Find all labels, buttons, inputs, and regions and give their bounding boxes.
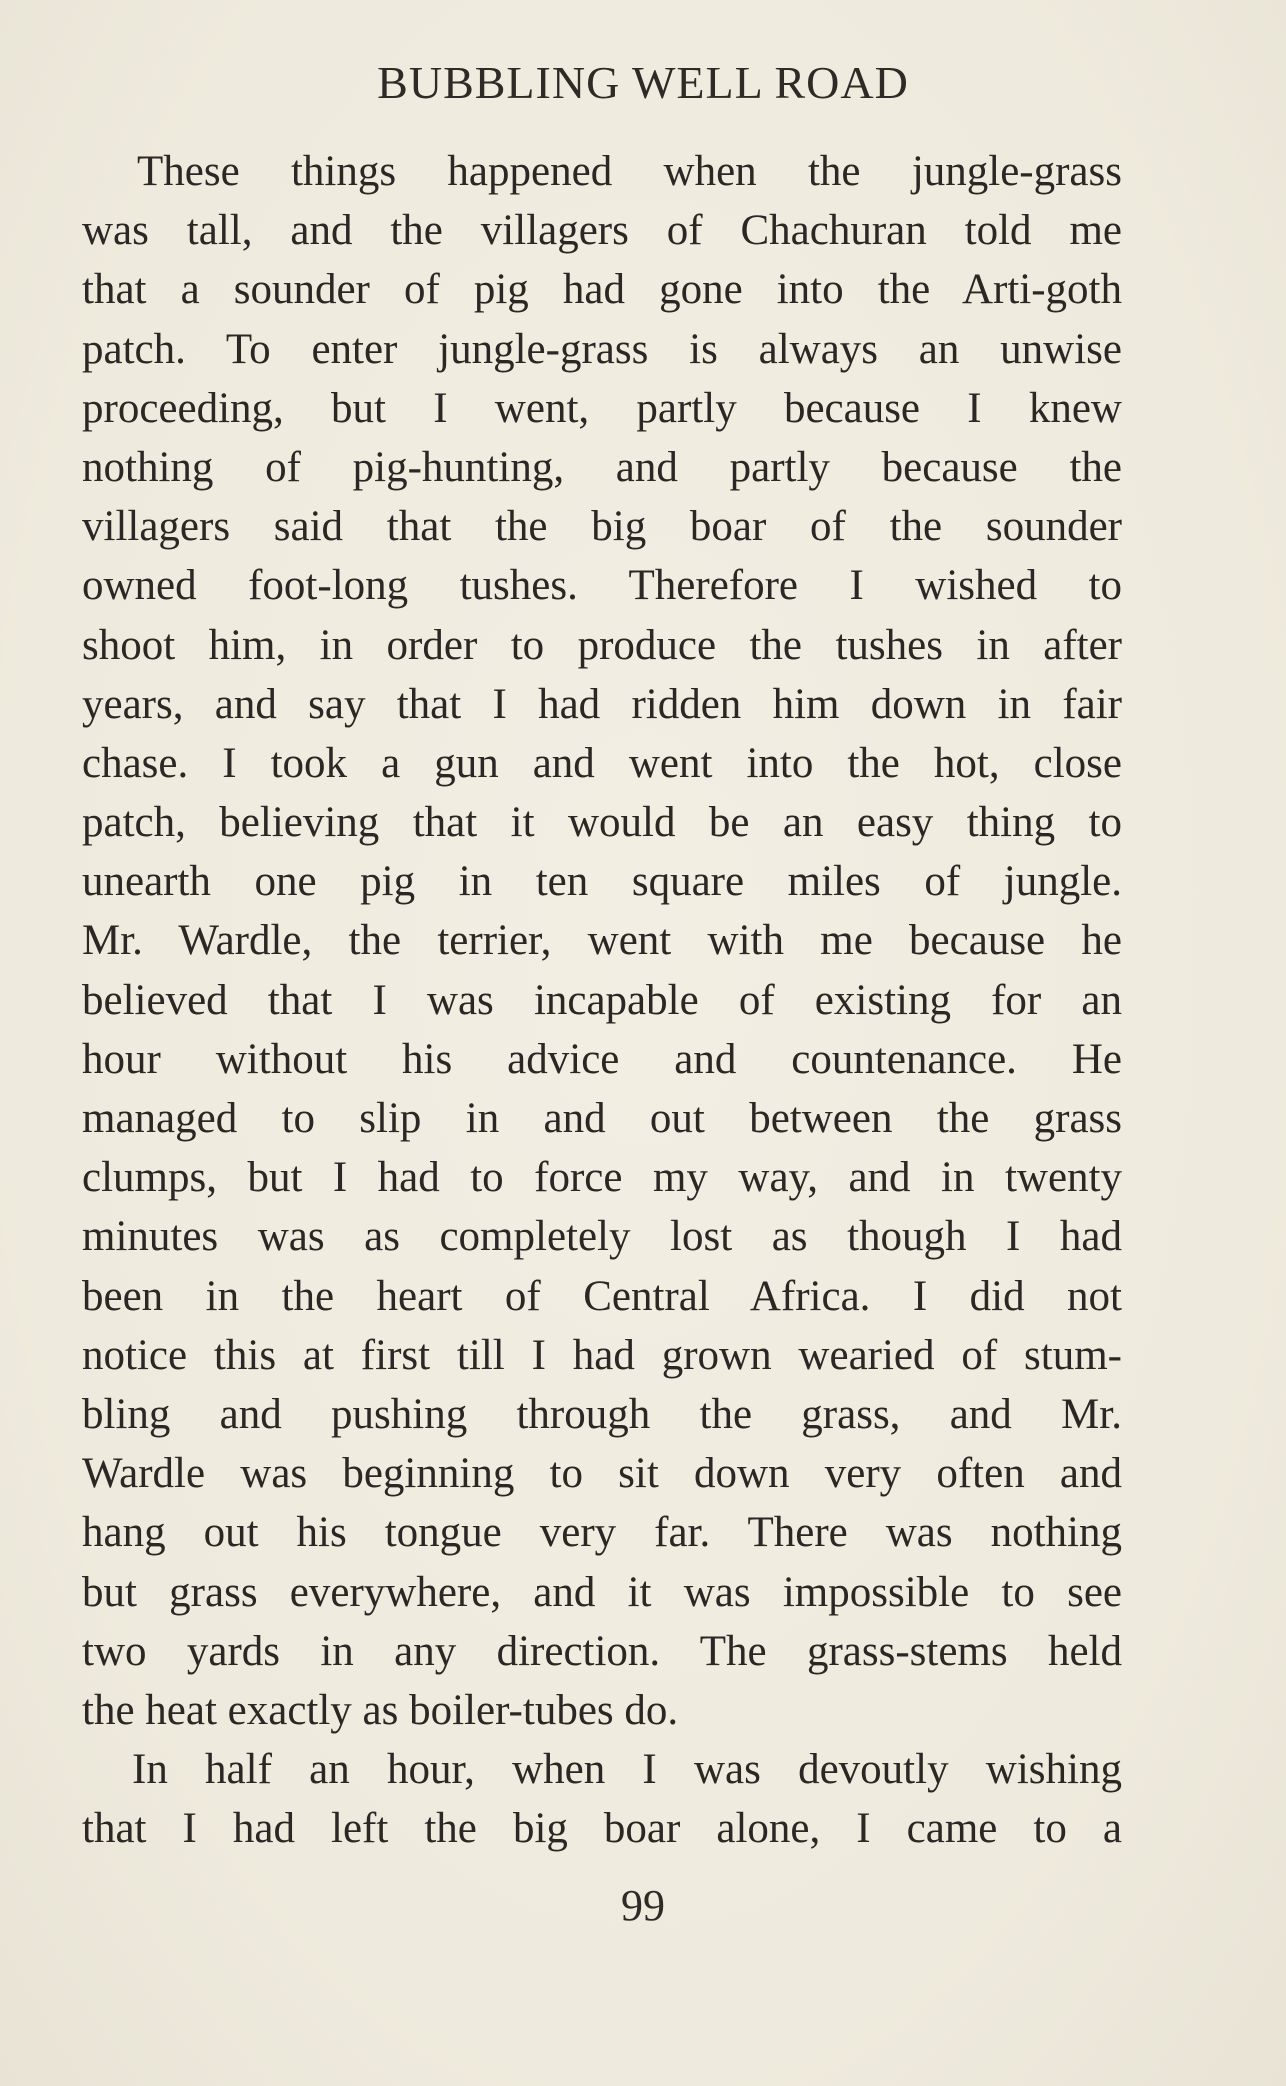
text-line: the heat exactly as boiler-tubes do. <box>82 1686 679 1734</box>
text-line: Mr. Wardle, the terrier, went with me because he <box>82 917 1122 965</box>
text-line: been in the heart of Central Africa. I did not <box>82 1272 1122 1320</box>
text-line: two yards in any direction. The grass-stems held <box>82 1627 1122 1675</box>
text-line: patch. To enter jungle-grass is always an unwise <box>82 325 1122 373</box>
text-line: managed to slip in and out between the grass <box>82 1095 1122 1142</box>
text-line: clumps, but I had to force my way, and in twenty <box>82 1154 1122 1202</box>
text-line: shoot him, in order to produce the tushes in after <box>82 621 1122 669</box>
text-line: that a sounder of pig had gone into the Arti-goth <box>82 266 1122 314</box>
text-line: patch, believing that it would be an easy thing to <box>82 799 1122 847</box>
text-line: notice this at first till I had grown wearied of stum- <box>82 1331 1122 1379</box>
text-line: These things happened when the jungle-grass <box>137 148 1122 195</box>
running-title: BUBBLING WELL ROAD <box>377 57 909 108</box>
text-line: In half an hour, when I was devoutly wishing <box>132 1746 1122 1794</box>
text-line: bling and pushing through the grass, and Mr. <box>82 1390 1122 1438</box>
text-line: Wardle was beginning to sit down very often and <box>82 1450 1122 1498</box>
text-line: hour without his advice and countenance. He <box>82 1035 1122 1083</box>
page-number: 99 <box>621 1881 665 1930</box>
text-line: chase. I took a gun and went into the hot, close <box>82 739 1122 787</box>
text-line: years, and say that I had ridden him down in fair <box>82 680 1122 728</box>
body-text <box>82 142 1122 1858</box>
text-line: unearth one pig in ten square miles of jungle. <box>82 858 1122 906</box>
text-line: proceeding, but I went, partly because I knew <box>82 384 1122 432</box>
text-line: hang out his tongue very far. There was nothing <box>82 1509 1122 1557</box>
text-line: that I had left the big boar alone, I came to a <box>82 1805 1122 1853</box>
text-line: believed that I was incapable of existing for an <box>82 976 1122 1024</box>
text-line: nothing of pig-hunting, and partly because the <box>82 443 1122 491</box>
text-line: villagers said that the big boar of the sounder <box>82 503 1122 551</box>
text-line: was tall, and the villagers of Chachuran told me <box>82 207 1122 255</box>
text-line: minutes was as completely lost as though I had <box>82 1213 1122 1261</box>
text-line: owned foot-long tushes. Therefore I wished to <box>82 562 1122 610</box>
text-line: but grass everywhere, and it was impossible to see <box>82 1568 1122 1616</box>
